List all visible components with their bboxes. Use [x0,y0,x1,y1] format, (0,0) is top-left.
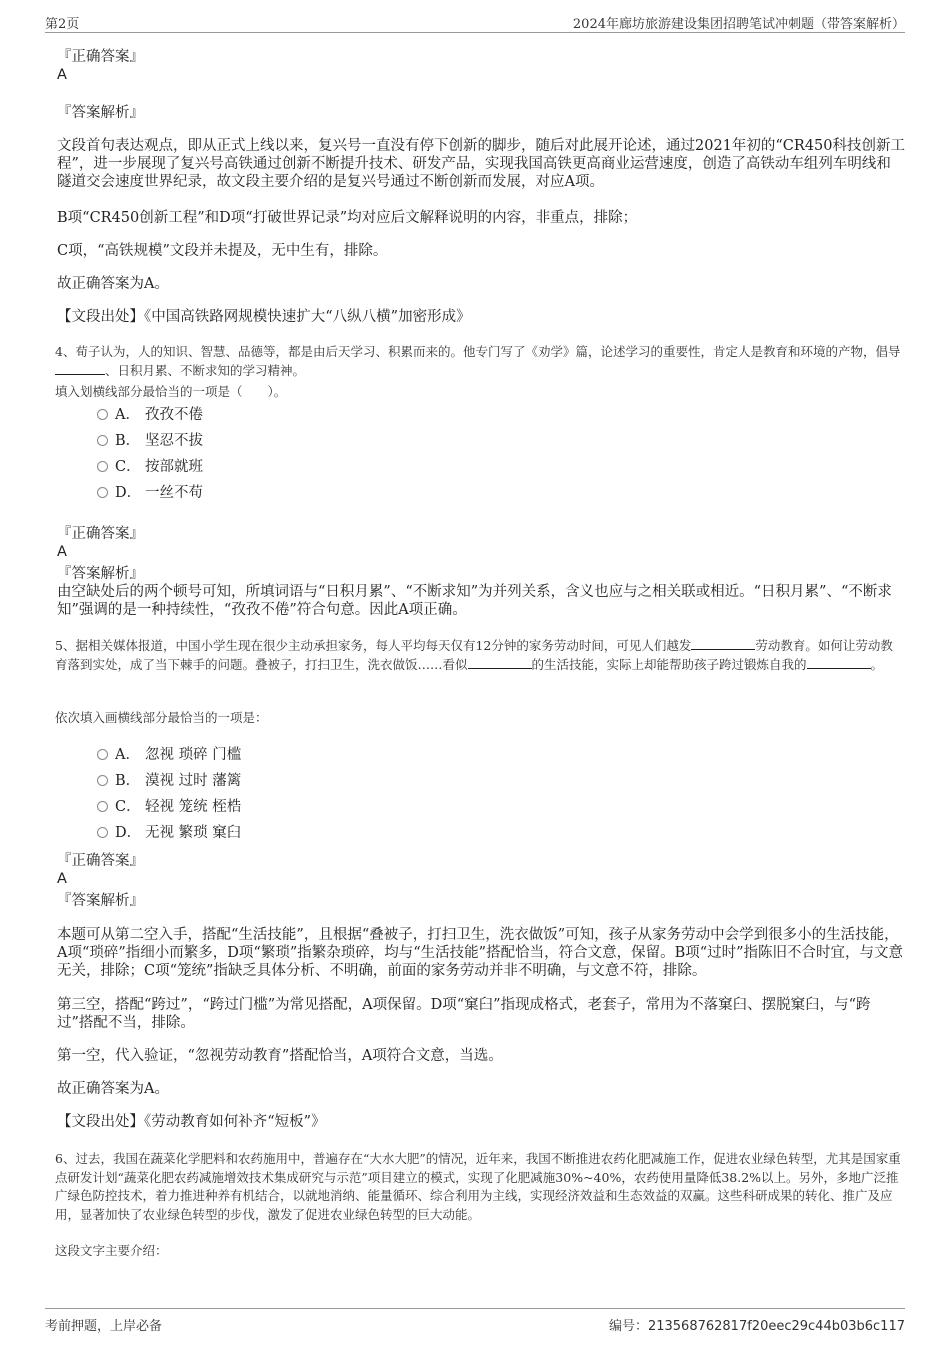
q6-stem: 6、过去，我国在蔬菜化学肥料和农药施用中，普遍存在“大水大肥”的情况，近年来，我国不断推进农药化肥减施工作，促进农业绿色转型，尤其是国家重点研发计划“蔬菜化肥农药减施增效技术集成研究与示范”项目建立的模式，实现了化肥减施30%~40%，农药使用量降低38.2%以上。另外，多地广泛推广绿色防控技术，着力推进种养有机结合，以就地消纳、能量循环、综合利用为主线，实现经济效益和生态效益的双赢。这些科研成果的转化、推广及应用，显著加快了农业绿色转型的步伐，激发了促进农业绿色转型的巨大动能。 [55,1151,901,1222]
q3-analysis-para2: B项“CR450创新工程”和D项“打破世界记录”均对应后文解释说明的内容，非重点，排除； [57,210,638,226]
page-number: 第2页 [45,17,80,32]
q5-analysis-label: 『答案解析』 [57,893,144,909]
radio-icon[interactable] [97,775,108,786]
q4-option-b[interactable]: B． 坚忍不拔 [97,432,203,450]
radio-icon[interactable] [97,801,108,812]
q3-analysis-para4: 故正确答案为A。 [57,276,169,292]
q4-analysis-label: 『答案解析』 [57,566,144,582]
blank-line [55,374,105,375]
q4-option-d[interactable]: D． 一丝不苟 [97,484,203,502]
radio-icon[interactable] [97,827,108,838]
q5-option-a[interactable]: A． 忽视 琐碎 门槛 [97,746,241,764]
q5-answer: A [57,871,67,887]
q4-prompt: 填入划横线部分最恰当的一项是（ ）。 [55,384,287,399]
blank-line [691,649,755,650]
q4-option-c[interactable]: C． 按部就班 [97,458,203,476]
blank-line [468,668,532,669]
q5-analysis-para3: 第一空，代入验证，“忽视劳动教育”搭配恰当，A项符合文意，当选。 [57,1048,503,1064]
page-header [45,10,905,33]
q5-option-d[interactable]: D． 无视 繁琐 窠臼 [97,824,241,842]
q3-source: 【文段出处】《中国高铁路网规模快速扩大“八纵八横”加密形成》 [57,309,471,325]
q3-answer-label: 『正确答案』 [57,49,144,65]
q5-option-c[interactable]: C． 轻视 笼统 桎梏 [97,798,241,816]
radio-icon[interactable] [97,749,108,760]
radio-icon[interactable] [97,435,108,446]
q4-option-a[interactable]: A． 孜孜不倦 [97,406,203,424]
radio-icon[interactable] [97,461,108,472]
q5-analysis-para2: 第三空，搭配“跨过”，“跨过门槛”为常见搭配，A项保留。D项“窠臼”指现成格式，老套子，常用为不落窠臼、摆脱窠臼，与“跨过”搭配不当，排除。 [57,997,871,1031]
q6-prompt: 这段文字主要介绍： [55,1243,168,1258]
q3-analysis-para1: 文段首句表达观点，即从正式上线以来，复兴号一直没有停下创新的脚步，随后对此展开论述，通过2021年初的“CR450科技创新工程”，进一步展现了复兴号高铁通过创新不断提升技术、研发产品，实现我国高铁更高商业运营速度，创造了高铁动车组列车明线和隧道交会速度世界纪录，故文段主要介绍的是复兴号通过不断创新而发展，对应A项。 [57,138,905,190]
q5-analysis-para4: 故正确答案为A。 [57,1081,169,1097]
q5-analysis-para1: 本题可从第二空入手，搭配“生活技能”，且根据“叠被子，打扫卫生，洗衣做饭”可知，孩子从家务劳动中会学到很多小的生活技能，A项“琐碎”指细小而繁多，D项“繁琐”指繁杂琐碎，均与“生活技能”搭配恰当，符合文意，保留。B项“过时”指陈旧不合时宜，与文意无关，排除；C项“笼统”指缺乏具体分析、不明确，前面的家务劳动并非不明确，与文意不符，排除。 [57,927,904,979]
document-id: 编号：213568762817f20eec29c44b03b6c117 [608,1319,905,1334]
q5-option-b[interactable]: B． 漠视 过时 藩篱 [97,772,241,790]
radio-icon[interactable] [97,487,108,498]
q5-prompt: 依次填入画横线部分最恰当的一项是： [55,710,268,725]
q5-stem: 5、据相关媒体报道，中国小学生现在很少主动承担家务，每人平均每天仅有12分钟的家务劳动时间，可见人们越发 劳动教育。如何让劳动教育落到实处，成了当下棘手的问题。叠被子，打扫卫生，洗衣做饭……看似 的生活技能，实际上却能帮助孩子跨过锻炼自我的 。 [55,638,893,672]
q4-answer: A [57,544,67,560]
q3-analysis-label: 『答案解析』 [57,105,144,121]
document-title: 2024年廊坊旅游建设集团招聘笔试冲刺题（带答案解析） [572,17,905,32]
q3-answer: A [57,67,67,83]
radio-icon[interactable] [97,409,108,420]
q3-analysis-para3: C项，“高铁规模”文段并未提及，无中生有，排除。 [57,243,388,259]
blank-line [807,668,871,669]
q4-answer-label: 『正确答案』 [57,526,144,542]
footer-slogan: 考前押题，上岸必备 [45,1319,163,1334]
page-footer [45,1308,905,1339]
q5-answer-label: 『正确答案』 [57,853,144,869]
q4-analysis: 由空缺处后的两个顿号可知，所填词语与“日积月累”、“不断求知”为并列关系，含义也应与之相关联或相近。“日积月累”、“不断求知”强调的是一种持续性，“孜孜不倦”符合句意。因此A项正确。 [57,584,892,618]
q5-source: 【文段出处】《劳动教育如何补齐“短板”》 [57,1114,326,1130]
q4-stem: 4、荀子认为，人的知识、智慧、品德等，都是由后天学习、积累而来的。他专门写了《劝学》篇，论述学习的重要性，肯定人是教育和环境的产物，倡导、日积月累、不断求知的学习精神。 [55,344,901,378]
